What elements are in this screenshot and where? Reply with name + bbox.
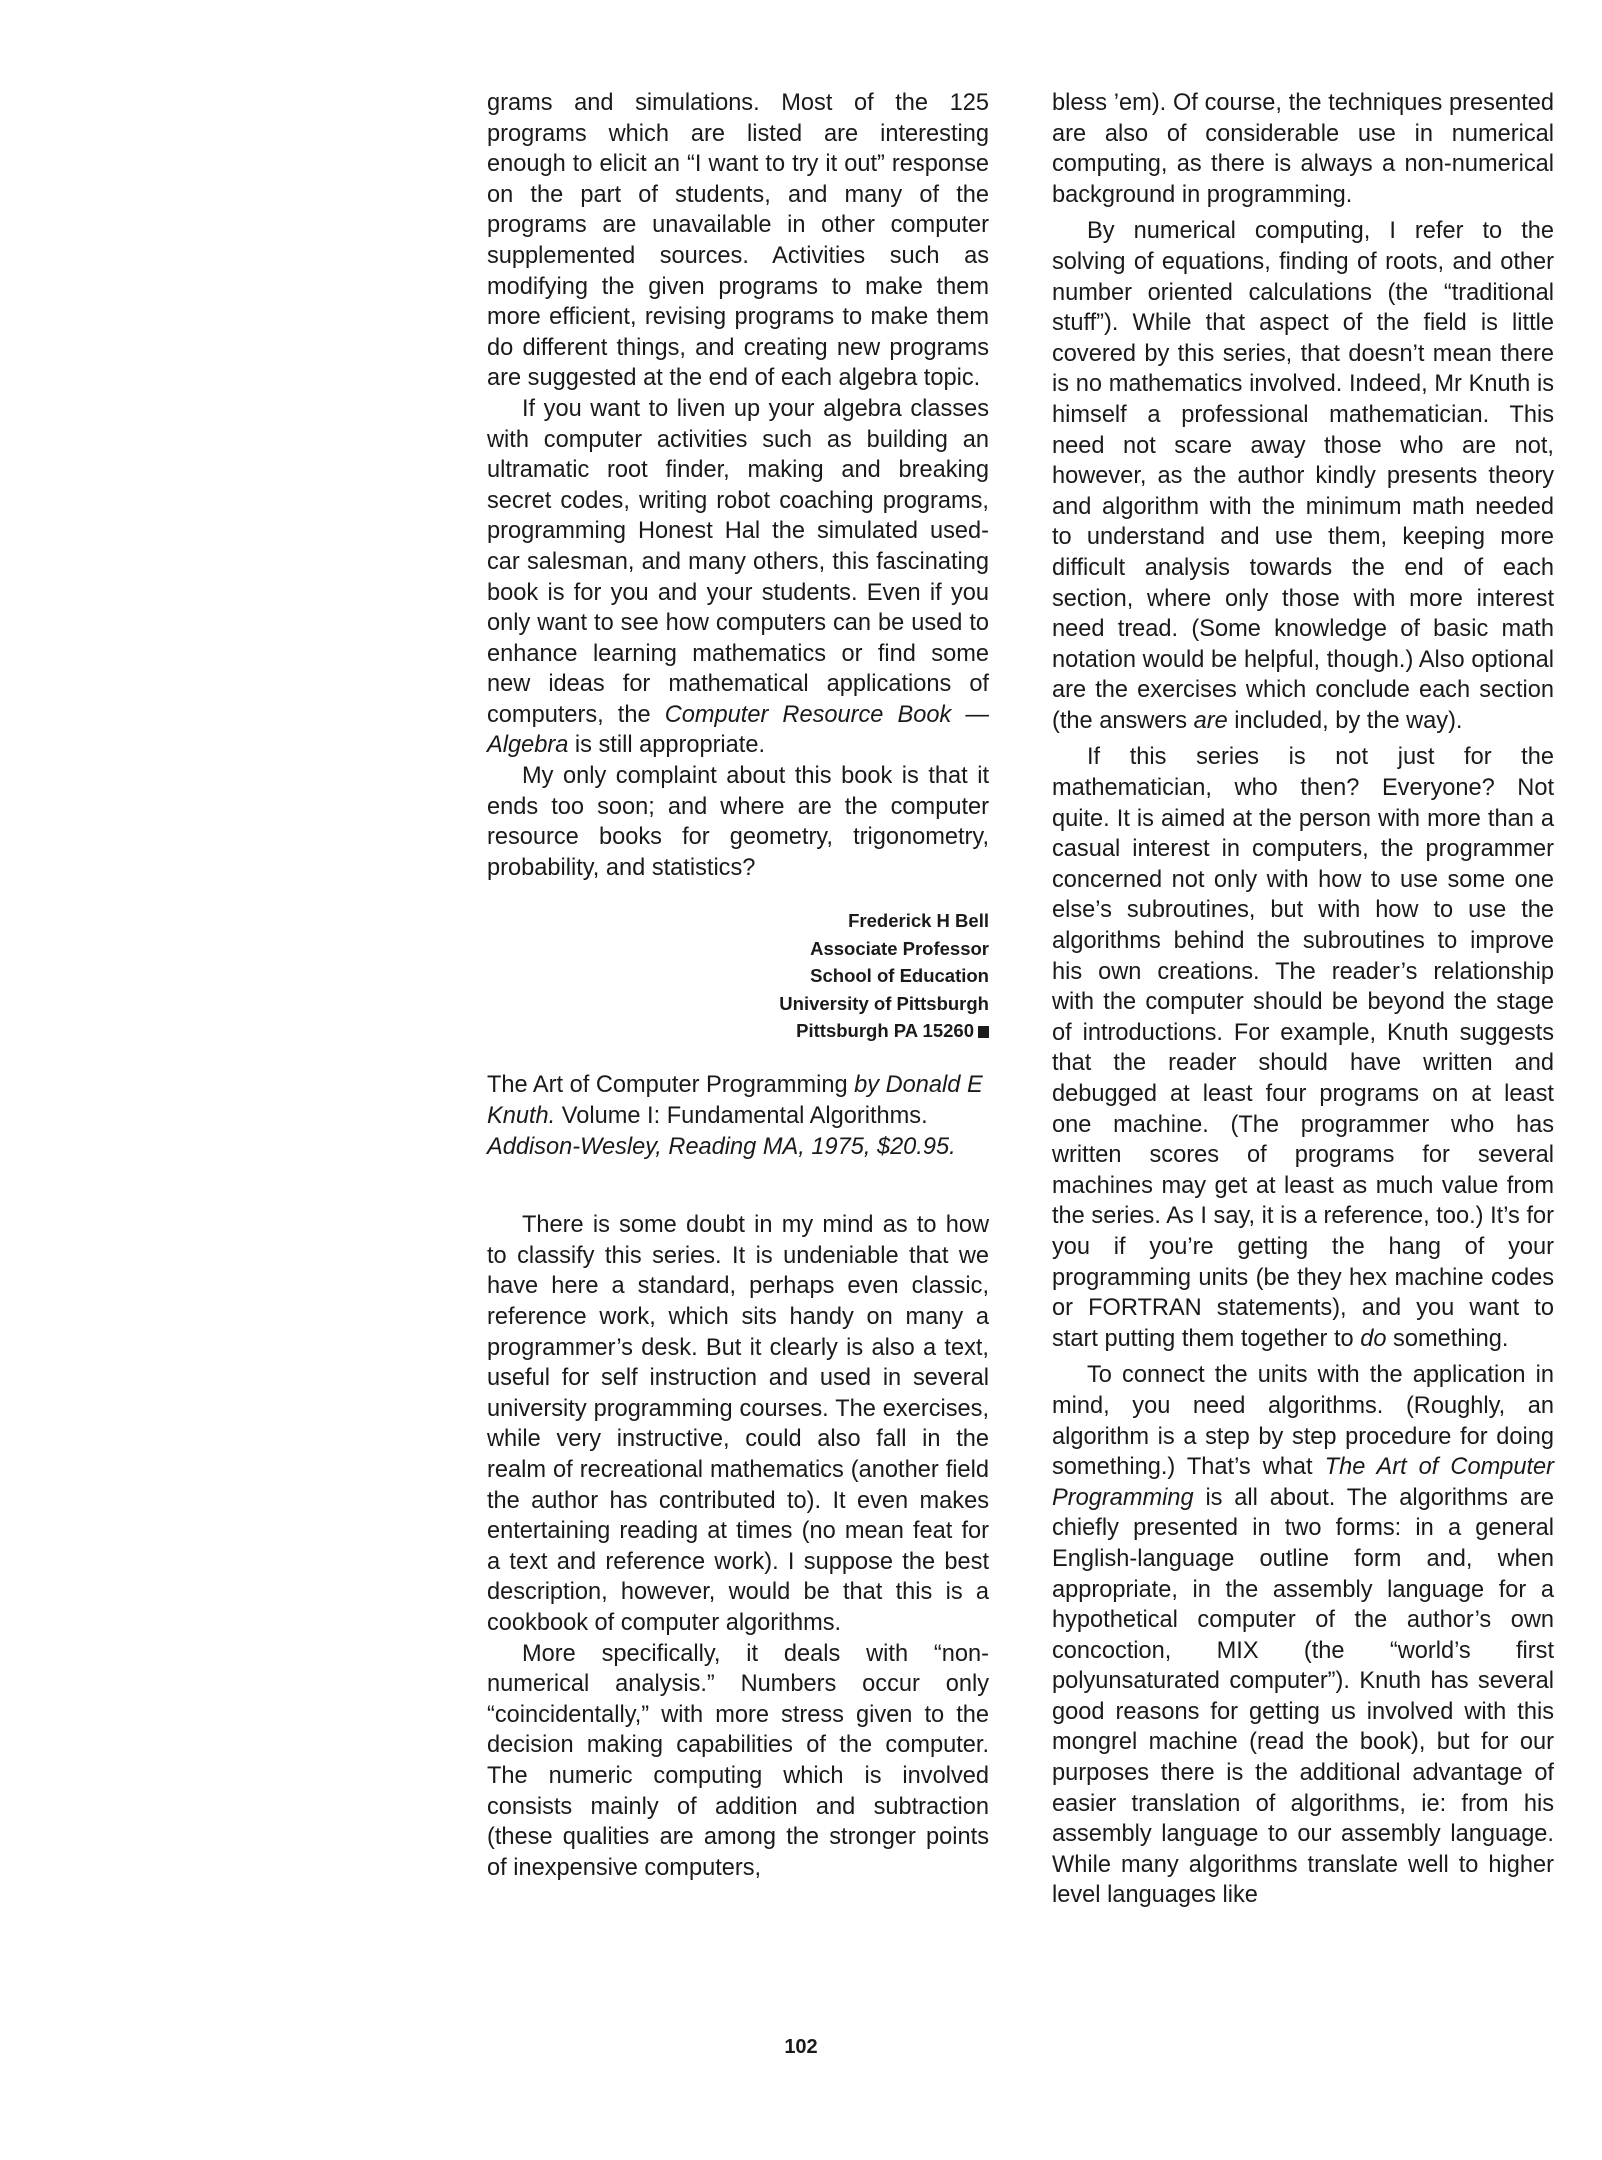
reviewer-name: Frederick H Bell	[848, 910, 989, 932]
paragraph: To connect the units with the application in mind, you need algorithms. (Roughly, an algorithm is a step by step procedure for doing something.) That’s what The Art of Computer Programming is all about. The algorithms are chiefly presented in two forms: in a general English-language outline form and, when appropriate, in the assembly language for a hypothetical computer of the author’s own concoction, MIX (the “world’s first polyunsaturated computer”). Knuth has several good reasons for getting us involved with this mongrel machine (read the book), but for our purposes there is the additional advantage of easier translation of algorithms, ie: from his assembly language to our assembly language. While many algorithms translate well to higher level languages like	[1052, 1362, 1554, 1909]
paragraph: If you want to liven up your algebra classes with computer activities such as building an ultramatic root finder, making and breaking secret codes, writing robot coaching programs, programming Honest Hal the simulated used-car salesman, and many others, this fascinating book is for you and your students. Even if you only want to see how computers can be used to enhance learning mathematics or find some new ideas for mathematical applications of computers, the Computer Resource Book — Algebra is still appropriate.	[487, 395, 989, 759]
book-title: The Art of Computer Programming	[487, 1072, 848, 1099]
page-number: 102	[784, 2036, 818, 2058]
review-heading: The Art of Computer Programming by Donald E Knuth. Volume I: Fundamental Algorithms. Addison-Wesley, Reading MA, 1975, $20.95.	[487, 1072, 983, 1160]
paragraph: By numerical computing, I refer to the solving of equations, finding of roots, and other number oriented calculations (the “traditional stuff”). While that aspect of the field is little covered by this series, that doesn’t mean there is no mathematics involved. Indeed, Mr Knuth is himself a professional mathematician. This need not scare away those who are not, however, as the author kindly presents theory and algorithm with the minimum math needed to understand and use them, keeping more difficult analysis towards the end of each section, where only those with more interest need tread. (Some knowledge of basic math notation would be helpful, though.) Also optional are the exercises which conclude each section (the answers are included, by the way).	[1052, 218, 1554, 734]
reviewer-signature	[487, 907, 989, 1044]
paragraph: There is some doubt in my mind as to how to classify this series. It is undeniable that we have here a standard, perhaps even classic, reference work, which sits handy on many a programmer’s desk. But it clearly is also a text, useful for self instruction and used in several university programming courses. The exercises, while very instructive, could also fall in the realm of recreational mathematics (another field the author has contributed to). It even makes entertaining reading at times (no mean feat for a text and reference work). I suppose the best description, however, would be that this is a cookbook of computer algorithms.	[487, 1212, 989, 1636]
paragraph: If this series is not just for the mathematician, who then? Everyone? Not quite. It is aimed at the person with more than a casual interest in computers, the programmer concerned not only with how to use some one else’s subroutines, but with how to use the algorithms behind the subroutines to improve his own creations. The reader’s relationship with the computer should be beyond the stage of introductions. For example, Knuth suggests that the reader should have written and debugged at least four programs on at least one machine. (The programmer who has written scores of programs for several machines may get at least as much value from the series. As I say, it is a reference, too.) It’s for you if you’re getting the hang of your programming units (be they hex machine codes or FORTRAN statements), and you want to start putting them together to do something.	[1052, 744, 1554, 1352]
paragraph: grams and simulations. Most of the 125 programs which are listed are interesting enough to elicit an “I want to try it out” response on the part of students, and many of the programs are unavailable in other computer supplemented sources. Activities such as modifying the given programs to make them more efficient, revising programs to make them do different things, and creating new programs are suggested at the end of each algebra topic.	[487, 90, 989, 392]
paragraph: My only complaint about this book is that it ends too soon; and where are the computer resource books for geometry, trigonometry, probability, and statistics?	[487, 763, 989, 881]
book-title: Computer Resource Book — Algebra	[487, 701, 989, 759]
end-mark-icon	[978, 1026, 989, 1038]
right-column	[1052, 88, 1554, 1911]
left-column	[487, 88, 989, 1883]
reviewer-department: School of Education	[810, 965, 989, 987]
reviewer-address: Pittsburgh PA 15260	[487, 1017, 989, 1044]
book-volume: Volume I: Fundamental Algorithms.	[555, 1103, 928, 1130]
book-publisher: Addison-Wesley, Reading MA, 1975, $20.95.	[487, 1133, 956, 1160]
book-title: The Art of Computer Programming	[1052, 1454, 1554, 1511]
reviewer-university: University of Pittsburgh	[779, 992, 989, 1014]
paragraph: bless ’em). Of course, the techniques presented are also of considerable use in numerical computing, as there is always a non-numerical background in programming.	[1052, 90, 1554, 208]
paragraph: More specifically, it deals with “non-numerical analysis.” Numbers occur only “coincidentally,” with more stress given to the decision making capabilities of the computer. The numeric computing which is involved consists mainly of addition and subtraction (these qualities are among the stronger points of inexpensive computers,	[487, 1640, 989, 1881]
book-author: Donald E Knuth.	[487, 1072, 983, 1130]
reviewer-title: Associate Professor	[810, 937, 989, 959]
